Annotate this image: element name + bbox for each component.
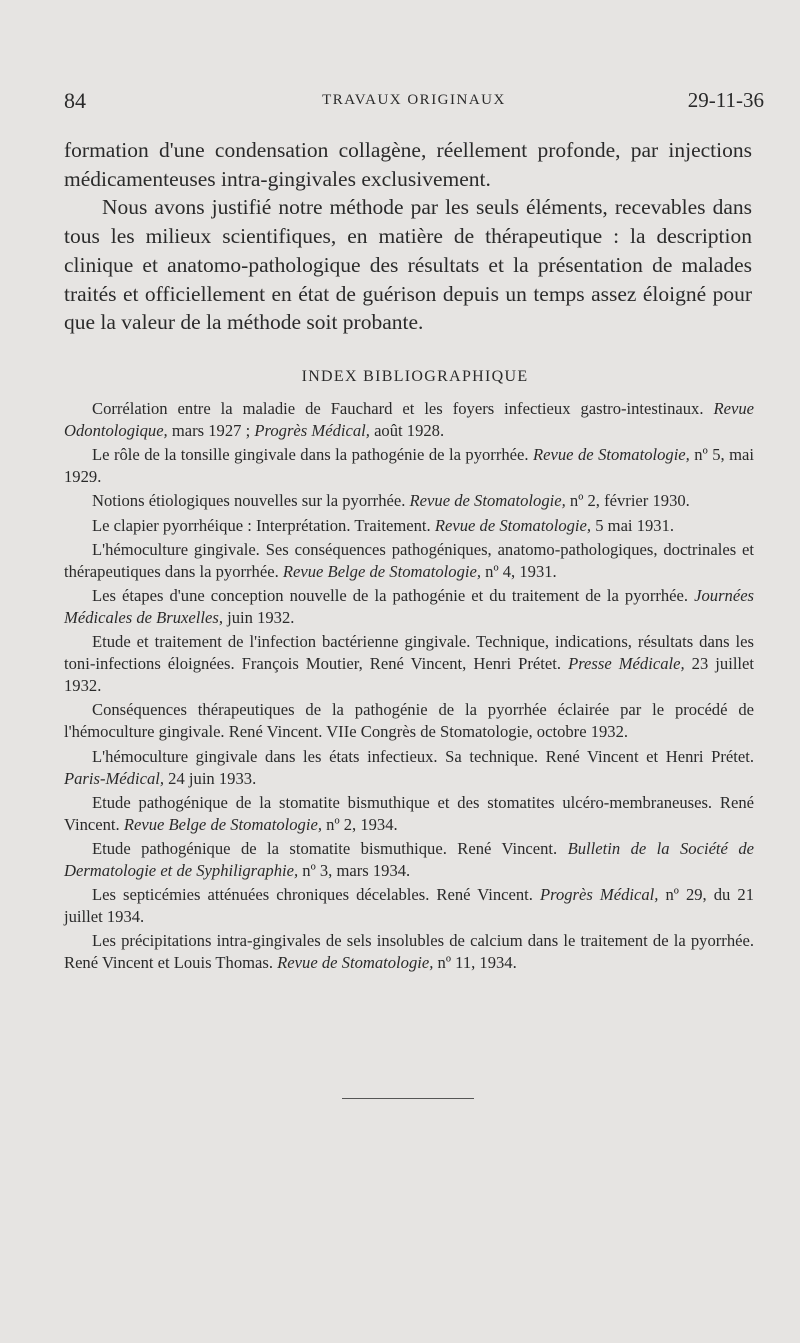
paragraph: formation d'une condensation collagène, réellement profonde, par injections médicamenteuses intra-gingivales exclusivement. [64, 138, 752, 191]
reference-item: Le rôle de la tonsille gingivale dans la pathogénie de la pyorrhée. Revue de Stomatologie, nº 5, mai 1929. [64, 445, 754, 487]
issue-date: 29-11-36 [687, 88, 764, 112]
reference-item: Les étapes d'une conception nouvelle de la pathogénie et du traitement de la pyorrhée. Journées Médicales de Bruxelles, juin 1932. [64, 585, 755, 627]
reference-item: Etude pathogénique de la stomatite bismuthique. René Vincent. Bulletin de la Société de Dermatologie et de Syphiligraphie, nº 3, mars 1934. [64, 838, 754, 880]
reference-item: Etude et traitement de l'infection bactérienne gingivale. Technique, indications, résultats dans les toni-infections éloignées. François Moutier, René Vincent, Henri Prétet. Presse Médicale, 23 juillet 1932. [64, 632, 755, 696]
reference-item: Le clapier pyorrhéique : Interprétation. Traitement. Revue de Stomatologie, 5 mai 1931. [92, 515, 675, 535]
reference-item: Corrélation entre la maladie de Fauchard et les foyers infectieux gastro-intestinaux. Revue Odontologique, mars 1927 ; Progrès Médical, août 1928. [64, 399, 754, 440]
reference-item: Conséquences thérapeutiques de la pathogénie de la pyorrhée éclairée par le procédé de l'hémoculture gingivale. René Vincent. VIIe Congrès de Stomatologie, octobre 1932. [64, 700, 754, 742]
end-rule-divider [342, 1098, 474, 1099]
reference-item: Etude pathogénique de la stomatite bismuthique et des stomatites ulcéro-membraneuses. René Vincent. Revue Belge de Stomatologie, nº 2, 1934. [64, 792, 754, 834]
reference-item: Les septicémies atténuées chroniques décelables. René Vincent. Progrès Médical, nº 29, du 21 juillet 1934. [64, 885, 754, 927]
index-title: INDEX BIBLIOGRAPHIQUE [301, 368, 529, 385]
reference-item: Notions étiologiques nouvelles sur la pyorrhée. Revue de Stomatologie, nº 2, février 1930. [92, 491, 690, 511]
running-title: TRAVAUX ORIGINAUX [322, 92, 506, 108]
reference-item: L'hémoculture gingivale. Ses conséquences pathogéniques, anatomo-pathologiques, doctrinales et thérapeutiques dans la pyorrhée. Revue Belge de Stomatologie, nº 4, 1931. [64, 539, 754, 581]
paragraph: Nous avons justifié notre méthode par les seuls éléments, recevables dans tous les milieux scientifiques, en matière de thérapeutique : la description clinique et anatomo-pathologique des résultats et la présentation de malades traités et officiellement en état de guérison depuis un temps assez éloigné pour que la valeur de la méthode soit probante. [64, 195, 752, 335]
reference-item: L'hémoculture gingivale dans les états infectieux. Sa technique. René Vincent et Henri Prétet. Paris-Médical, 24 juin 1933. [64, 746, 754, 788]
reference-list [64, 398, 754, 976]
page-number: 84 [64, 88, 86, 113]
reference-item: Les précipitations intra-gingivales de sels insolubles de calcium dans le traitement de la pyorrhée. René Vincent et Louis Thomas. Revue de Stomatologie, nº 11, 1934. [64, 931, 754, 973]
page-header [64, 88, 764, 118]
body-text [64, 136, 752, 337]
